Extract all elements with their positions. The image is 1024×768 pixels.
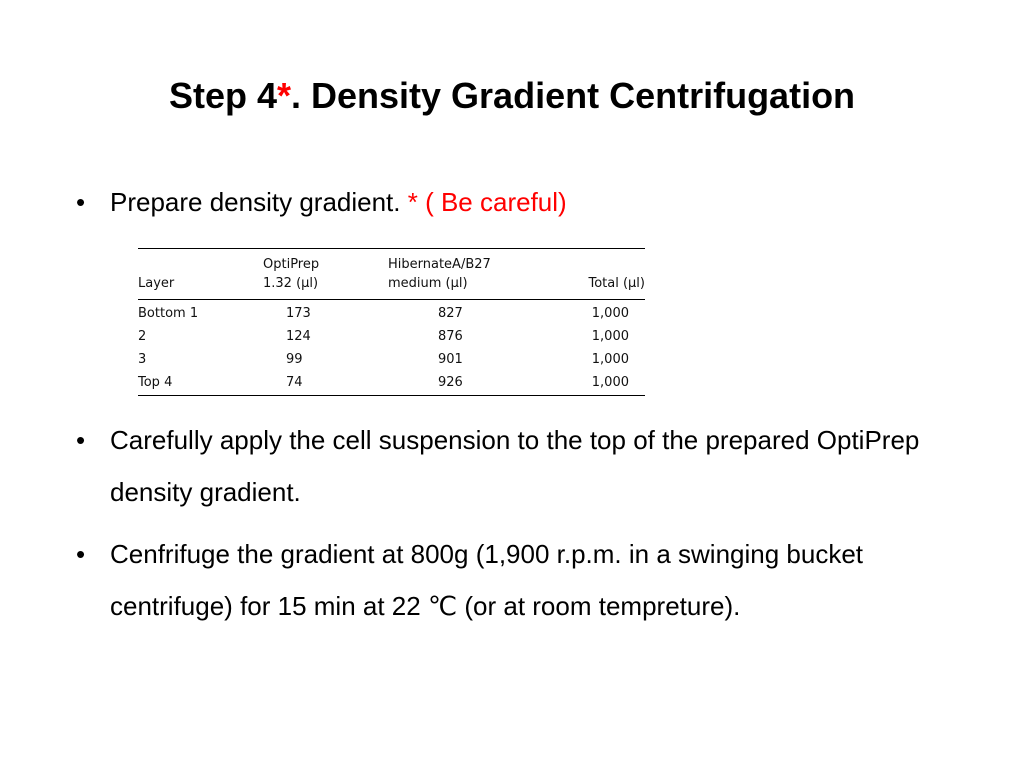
table-header-row (138, 249, 645, 300)
cell-optiprep: 74 (286, 375, 303, 390)
cell-hibernate: 901 (438, 352, 463, 367)
header-hibernate: HibernateA/B27 medium (μl) (388, 249, 533, 300)
bullet-centrifuge (76, 528, 976, 632)
bullet-dot: • (76, 187, 86, 217)
cell-hibernate: 827 (438, 306, 463, 321)
table-row (138, 371, 645, 396)
title-asterisk: * (276, 75, 291, 116)
bullet-dot: • (76, 425, 86, 455)
title-suffix: . Density Gradient Centrifugation (291, 75, 856, 116)
cell-total: 1,000 (591, 329, 629, 344)
cell-hibernate: 926 (438, 375, 463, 390)
cell-layer: 3 (138, 352, 147, 367)
table-row (138, 300, 645, 326)
cell-hibernate: 876 (438, 329, 463, 344)
cell-layer: Bottom 1 (138, 306, 199, 321)
table-row (138, 325, 645, 348)
header-total: Total (μl) (533, 249, 645, 300)
cell-optiprep: 124 (286, 329, 311, 344)
bullet-prepare-gradient (76, 176, 976, 228)
cell-layer: Top 4 (138, 375, 173, 390)
title-prefix: Step 4 (168, 75, 277, 116)
bullet-text: Carefully apply the cell suspension to the top of the prepared OptiPrep density gradient. (110, 425, 920, 507)
bullet-apply-suspension (76, 414, 976, 518)
cell-total: 1,000 (591, 375, 629, 390)
header-layer: Layer (138, 249, 263, 300)
density-gradient-table (138, 248, 645, 396)
cell-optiprep: 173 (286, 306, 311, 321)
slide-title (0, 72, 1024, 120)
cell-optiprep: 99 (286, 352, 303, 367)
bullet-dot: • (76, 539, 86, 569)
table-row (138, 348, 645, 371)
cell-total: 1,000 (591, 306, 629, 321)
header-optiprep: OptiPrep 1.32 (μl) (263, 249, 388, 300)
cell-layer: 2 (138, 329, 147, 344)
bullet-text-main: Prepare density gradient. (110, 187, 401, 217)
bullet-warning-note: * ( Be careful) (400, 187, 567, 217)
bullet-text (110, 176, 976, 228)
bullet-text: Cenfrifuge the gradient at 800g (1,900 r.p.m. in a swinging bucket centrifuge) for 15 min at 22 ℃ (or at room tempreture). (110, 539, 864, 621)
cell-total: 1,000 (591, 352, 629, 367)
